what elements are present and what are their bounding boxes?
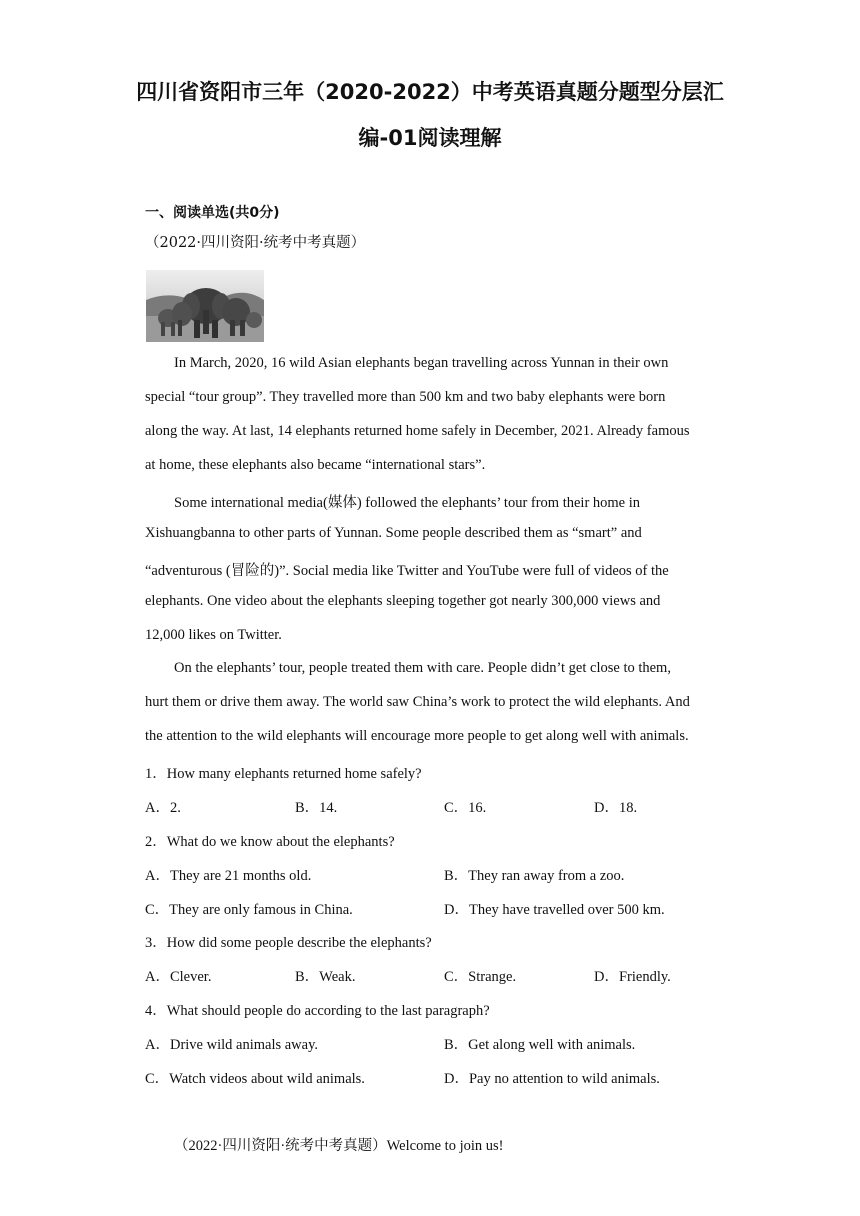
question-2-option-b[interactable]: B．They ran away from a zoo.: [444, 868, 625, 884]
passage-line: “adventurous (冒险的)”. Social media like Twitter and YouTube were full of videos of the: [145, 563, 669, 579]
question-3-option-a[interactable]: A．Clever.: [145, 969, 212, 985]
question-4-option-a[interactable]: A．Drive wild animals away.: [145, 1037, 319, 1053]
question-2-option-d[interactable]: D．They have travelled over 500 km.: [444, 902, 665, 918]
question-4-option-d[interactable]: D．Pay no attention to wild animals.: [444, 1071, 660, 1087]
question-3-option-d[interactable]: D．Friendly.: [594, 969, 671, 985]
passage-line: hurt them or drive them away. The world saw China’s work to protect the wild elephants. And: [145, 694, 690, 710]
passage-line: Some international media(媒体) followed the elephants’ tour from their home in: [174, 495, 641, 511]
passage-line: Xishuangbanna to other parts of Yunnan. Some people described them as “smart” and: [145, 525, 642, 541]
passage-line: On the elephants’ tour, people treated them with care. People didn’t get close to them,: [174, 660, 671, 676]
question-2: 2．What do we know about the elephants?: [145, 834, 395, 850]
elephants-photo: [146, 270, 264, 342]
question-4-option-c[interactable]: C．Watch videos about wild animals.: [145, 1071, 365, 1087]
question-1-option-d[interactable]: D．18.: [594, 800, 638, 816]
question-4-option-b[interactable]: B．Get along well with animals.: [444, 1037, 636, 1053]
passage-line: the attention to the wild elephants will encourage more people to get along well with animals.: [145, 728, 689, 744]
passage-line: special “tour group”. They travelled more than 500 km and two baby elephants were born: [145, 389, 666, 405]
question-3-option-b[interactable]: B．Weak.: [295, 969, 356, 985]
passage-line: along the way. At last, 14 elephants returned home safely in December, 2021. Already famous: [145, 423, 690, 439]
passage-line: elephants. One video about the elephants sleeping together got nearly 300,000 views and: [145, 593, 661, 609]
question-1-option-a[interactable]: A．2.: [145, 800, 181, 816]
passage-line: at home, these elephants also became “international stars”.: [145, 457, 486, 473]
question-source: （2022·四川资阳·统考中考真题）: [145, 235, 366, 251]
passage-line: 12,000 likes on Twitter.: [145, 627, 282, 643]
section-heading: 一、阅读单选(共0分): [145, 205, 280, 221]
question-3-option-c[interactable]: C．Strange.: [444, 969, 517, 985]
document-title-line-2: 编-01阅读理解: [358, 126, 502, 150]
question-1-option-b[interactable]: B．14.: [295, 800, 338, 816]
question-3: 3．How did some people describe the elephants?: [145, 935, 432, 951]
question-2-option-c[interactable]: C．They are only famous in China.: [145, 902, 353, 918]
question-1: 1．How many elephants returned home safely?: [145, 766, 422, 782]
passage-line: In March, 2020, 16 wild Asian elephants began travelling across Yunnan in their own: [174, 355, 669, 371]
question-4: 4．What should people do according to the last paragraph?: [145, 1003, 490, 1019]
question-1-option-c[interactable]: C．16.: [444, 800, 487, 816]
question-2-option-a[interactable]: A．They are 21 months old.: [145, 868, 312, 884]
document-title-line-1: 四川省资阳市三年（2020-2022）中考英语真题分题型分层汇: [136, 80, 724, 104]
next-question-source: （2022·四川资阳·统考中考真题）Welcome to join us!: [174, 1138, 504, 1154]
